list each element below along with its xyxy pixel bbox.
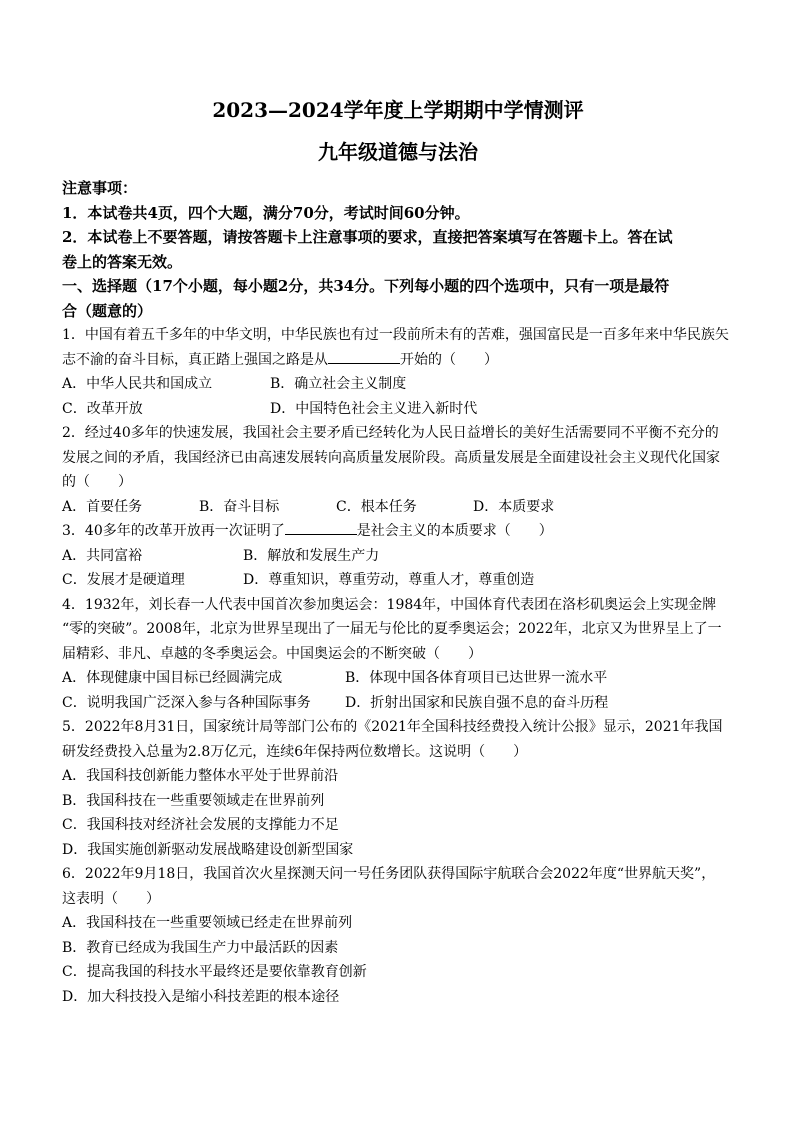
question-1-option-c[interactable]: C．改革开放 [62,400,143,417]
question-6-option-a[interactable]: A．我国科技在一些重要领域已经走在世界前列 [62,915,353,931]
question-4-option-c[interactable]: C．说明我国广泛深入参与各种国际事务 [62,694,311,711]
question-3-option-c[interactable]: C．发展才是硬道理 [62,572,185,588]
question-2-stem-line-1: 2．经过40多年的快速发展，我国社会主要矛盾已经转化为人民日益增长的美好生活需要同不平衡不充分的 [62,425,719,441]
notice-item-2-line-2: 卷上的答案无效。 [62,252,183,271]
question-3-option-d[interactable]: D．尊重知识，尊重劳动，尊重人才，尊重创造 [243,572,535,588]
question-3-stem-part-2: 是社会主义的本质要求（ ） [356,523,553,539]
question-1-options-row-1 [62,372,734,397]
question-3-options-row-2 [62,568,734,593]
question-1-option-b[interactable]: B．确立社会主义制度 [270,376,407,392]
question-6-option-c[interactable]: C．提高我国的科技水平最终还是要依靠教育创新 [62,964,367,980]
question-3-options-row-1 [62,544,734,569]
question-1-stem-part-1: 志不渝的奋斗目标，真正踏上强国之路是从 [62,351,328,368]
question-2-stem-line-2: 发展之间的矛盾，我国经济已由高速发展转向高质量发展阶段。高质量发展是全面建设社会主义现代化国家 [62,449,720,466]
question-2-stem-line-3: 的（ ） [62,474,132,490]
notice-item-1: 1．本试卷共4页，四个大题，满分70分，考试时间60分钟。 [62,203,470,222]
notice-item-2-line-1: 2．本试卷上不要答题，请按答题卡上注意事项的要求，直接把答案填写在答题卡上。答在试 [62,228,673,246]
question-5-option-c[interactable]: C．我国科技对经济社会发展的支撑能力不足 [62,817,339,833]
question-6-stem-line-1: 6．2022年9月18日，我国首次火星探测天问一号任务团队获得国际宇航联合会2022年度“世界航天奖”， [62,866,716,882]
question-4-stem-line-3: 届精彩、非凡、卓越的冬季奥运会。中国奥运会的不断突破（ ） [62,645,482,662]
section-heading-line-2: 合（题意的） [62,301,153,320]
question-4-options-row-1 [62,666,734,691]
question-1-stem-line-1: 1．中国有着五千多年的中华文明，中华民族也有过一段前所未有的苦难，强国富民是一百多年来中华民族矢 [62,327,729,343]
question-4-options-row-2 [62,691,734,716]
question-1-stem-line-2 [62,348,734,373]
question-6-stem-line-2: 这表明（ ） [62,890,160,907]
question-2-option-d[interactable]: D．本质要求 [473,498,555,515]
exam-page [62,96,734,1009]
question-6-option-d[interactable]: D．加大科技投入是缩小科技差距的根本途径 [62,988,340,1005]
question-2-option-a[interactable]: A．首要任务 [62,498,143,515]
notice-heading: 注意事项： [62,179,138,197]
exam-subject: 九年级道德与法治 [318,140,478,164]
question-1-option-d[interactable]: D．中国特色社会主义进入新时代 [270,400,478,417]
question-5 [62,715,734,862]
question-3-stem-part-1: 3．40多年的改革开放再一次证明了 [62,523,285,539]
question-5-option-b[interactable]: B．我国科技在一些重要领域走在世界前列 [62,792,325,809]
question-1-stem-part-2: 开始的（ ） [400,351,498,368]
exam-title: 2023—2024学年度上学期期中学情测评 [212,98,584,122]
question-1-option-a[interactable]: A．中华人民共和国成立 [62,376,213,392]
question-2-option-b[interactable]: B．奋斗目标 [199,498,280,515]
question-3-option-b[interactable]: B．解放和发展生产力 [243,547,380,564]
question-4-stem-line-1: 4．1932年，刘长春一人代表中国首次参加奥运会：1984年，中国体育代表团在洛杉矶奥运会上实现金牌 [62,596,717,613]
question-3-stem-line-1 [62,519,734,544]
section-heading-line-1: 一、选择题（17个小题，每小题2分，共34分。下列每小题的四个选项中，只有一项是最符 [62,277,670,295]
question-2 [62,421,734,519]
question-4-option-a[interactable]: A．体现健康中国目标已经圆满完成 [62,670,283,686]
question-5-stem-line-1: 5．2022年8月31日，国家统计局等部门公布的《2021年全国科技经费投入统计公报》显示，2021年我国 [62,719,723,735]
question-5-option-a[interactable]: A．我国科技创新能力整体水平处于世界前沿 [62,768,339,784]
question-4-stem-line-2: “零的突破”。2008年，北京为世界呈现出了一届无与伦比的夏季奥运会；2022年，北京又为世界呈上了一 [62,621,722,637]
question-6-option-b[interactable]: B．教育已经成为我国生产力中最活跃的因素 [62,939,339,956]
question-6 [62,862,734,1009]
question-1 [62,323,734,421]
question-4-option-b[interactable]: B．体现中国各体育项目已达世界一流水平 [345,670,608,686]
question-5-option-d[interactable]: D．我国实施创新驱动发展战略建设创新型国家 [62,841,354,858]
answer-blank [285,520,357,535]
question-2-options [62,495,734,520]
question-5-stem-line-2: 研发经费投入总量为2.8万亿元，连续6年保持两位数增长。这说明（ ） [62,743,528,760]
question-3 [62,519,734,593]
answer-blank [328,349,400,364]
question-3-option-a[interactable]: A．共同富裕 [62,547,143,564]
question-2-option-c[interactable]: C．根本任务 [336,498,417,515]
question-4 [62,593,734,716]
question-1-options-row-2 [62,397,734,422]
question-4-option-d[interactable]: D．折射出国家和民族自强不息的奋斗历程 [345,694,609,711]
